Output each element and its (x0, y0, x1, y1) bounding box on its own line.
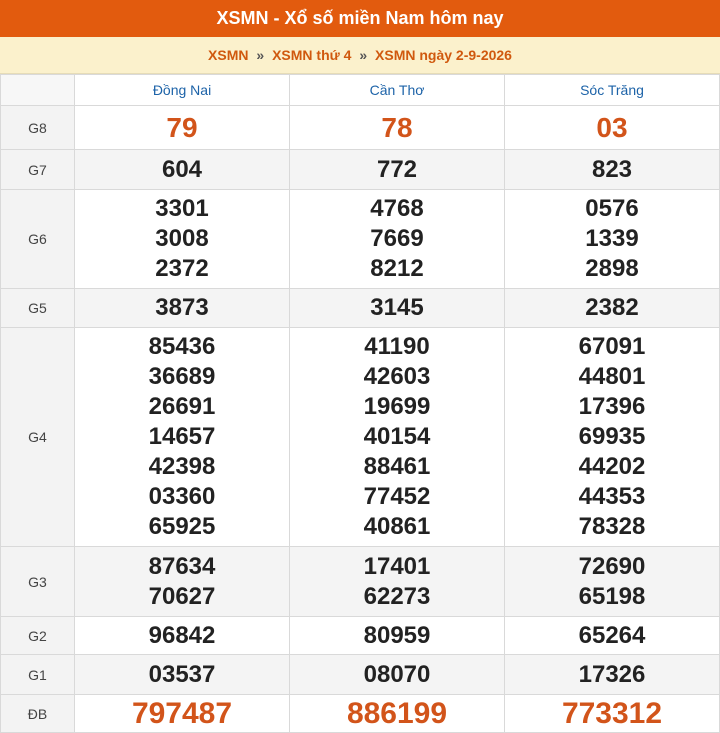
prize-number: 3873 (155, 294, 209, 321)
prize-number: 3301 (155, 195, 209, 222)
breadcrumb-xsmn[interactable]: XSMN (208, 47, 249, 63)
prize-number: 03360 (148, 483, 216, 510)
prize-row (1, 106, 720, 150)
prize-cell (290, 617, 505, 655)
prize-label: G2 (1, 617, 75, 655)
prize-number: 72690 (578, 552, 646, 580)
prize-number: 17401 (363, 552, 431, 580)
province-dong-nai[interactable]: Đồng Nai (75, 75, 290, 106)
prize-number: 773312 (561, 696, 663, 730)
prize-number: 42603 (363, 363, 431, 390)
province-soc-trang[interactable]: Sóc Trăng (505, 75, 720, 106)
prize-number: 78 (381, 111, 413, 143)
prize-number: 80959 (363, 621, 431, 649)
prize-cell (75, 150, 290, 190)
prize-cell (505, 289, 720, 328)
prize-cell (75, 190, 290, 289)
prize-cell (75, 289, 290, 328)
prize-number: 0576 (585, 195, 639, 222)
prize-number: 40861 (363, 513, 431, 540)
prize-number: 77452 (363, 483, 431, 510)
prize-number: 42398 (148, 453, 216, 480)
prize-cell (505, 150, 720, 190)
prize-label: G3 (1, 547, 75, 617)
prize-number: 3145 (370, 294, 424, 321)
prize-row (1, 190, 720, 289)
prize-row (1, 617, 720, 655)
prize-row (1, 328, 720, 547)
prize-cell (505, 617, 720, 655)
prize-cell (75, 617, 290, 655)
header-blank-cell (1, 75, 75, 106)
prize-cell (505, 695, 720, 733)
prize-number: 44801 (578, 363, 646, 390)
prize-number: 03 (596, 111, 628, 143)
prize-number: 823 (591, 155, 633, 183)
prize-number: 65198 (578, 582, 646, 610)
prize-cell (75, 695, 290, 733)
prize-number: 3008 (155, 225, 209, 252)
prize-number: 36689 (148, 363, 216, 390)
prize-number: 797487 (131, 696, 233, 730)
prize-number: 17326 (578, 660, 646, 688)
prize-number: 19699 (363, 393, 431, 420)
prize-cell (505, 547, 720, 617)
prize-number: 772 (376, 155, 418, 183)
prize-cell (505, 328, 720, 547)
breadcrumb (0, 37, 720, 74)
breadcrumb-separator: » (256, 47, 265, 63)
prize-number: 4768 (370, 195, 424, 222)
prize-number: 88461 (363, 453, 431, 480)
prize-cell (290, 655, 505, 695)
prize-number: 7669 (370, 225, 424, 252)
prize-cell (505, 655, 720, 695)
prize-label: G4 (1, 328, 75, 547)
prize-cell (290, 328, 505, 547)
prize-cell (505, 190, 720, 289)
prize-row (1, 695, 720, 733)
prize-number: 1339 (585, 225, 639, 252)
prize-cell (505, 106, 720, 150)
prize-number: 44353 (578, 483, 646, 510)
prize-number: 78328 (578, 513, 646, 540)
prize-number: 96842 (148, 621, 216, 649)
province-can-tho[interactable]: Cần Thơ (290, 75, 505, 106)
prize-cell (75, 106, 290, 150)
prize-row (1, 655, 720, 695)
prize-cell (75, 328, 290, 547)
prize-label: ĐB (1, 695, 75, 733)
prize-number: 69935 (578, 423, 646, 450)
prize-number: 65925 (148, 513, 216, 540)
breadcrumb-weekday[interactable]: XSMN thứ 4 (272, 47, 352, 63)
prize-number: 2898 (585, 255, 639, 282)
prize-number: 70627 (148, 582, 216, 610)
prize-row (1, 150, 720, 190)
prize-cell (290, 150, 505, 190)
prize-number: 65264 (578, 621, 646, 649)
prize-label: G8 (1, 106, 75, 150)
prize-number: 886199 (346, 696, 448, 730)
prize-number: 41190 (364, 333, 430, 360)
prize-cell (290, 106, 505, 150)
prize-cell (290, 289, 505, 328)
prize-number: 604 (161, 155, 203, 183)
province-header-row (1, 75, 720, 106)
prize-label: G5 (1, 289, 75, 328)
prize-rows (1, 106, 720, 733)
page-title: XSMN - Xổ số miền Nam hôm nay (0, 0, 720, 37)
prize-label: G6 (1, 190, 75, 289)
prize-number: 67091 (578, 333, 646, 360)
prize-number: 44202 (578, 453, 646, 480)
prize-number: 26691 (148, 393, 216, 420)
breadcrumb-date[interactable]: XSMN ngày 2-9-2026 (375, 47, 512, 63)
prize-number: 2372 (155, 255, 209, 282)
prize-cell (75, 655, 290, 695)
prize-number: 08070 (363, 660, 431, 688)
prize-number: 85436 (148, 333, 216, 360)
prize-cell (75, 547, 290, 617)
prize-number: 62273 (363, 582, 431, 610)
prize-number: 17396 (578, 393, 646, 420)
prize-number: 8212 (370, 255, 424, 282)
prize-number: 40154 (363, 423, 431, 450)
prize-number: 79 (166, 111, 198, 143)
breadcrumb-separator: » (359, 47, 368, 63)
prize-label: G1 (1, 655, 75, 695)
prize-cell (290, 190, 505, 289)
prize-row (1, 547, 720, 617)
prize-cell (290, 547, 505, 617)
prize-number: 03537 (148, 660, 216, 688)
prize-number: 87634 (148, 552, 216, 580)
prize-number: 2382 (585, 294, 639, 321)
results-table (0, 74, 720, 733)
prize-row (1, 289, 720, 328)
prize-cell (290, 695, 505, 733)
prize-number: 14657 (148, 423, 216, 450)
prize-label: G7 (1, 150, 75, 190)
